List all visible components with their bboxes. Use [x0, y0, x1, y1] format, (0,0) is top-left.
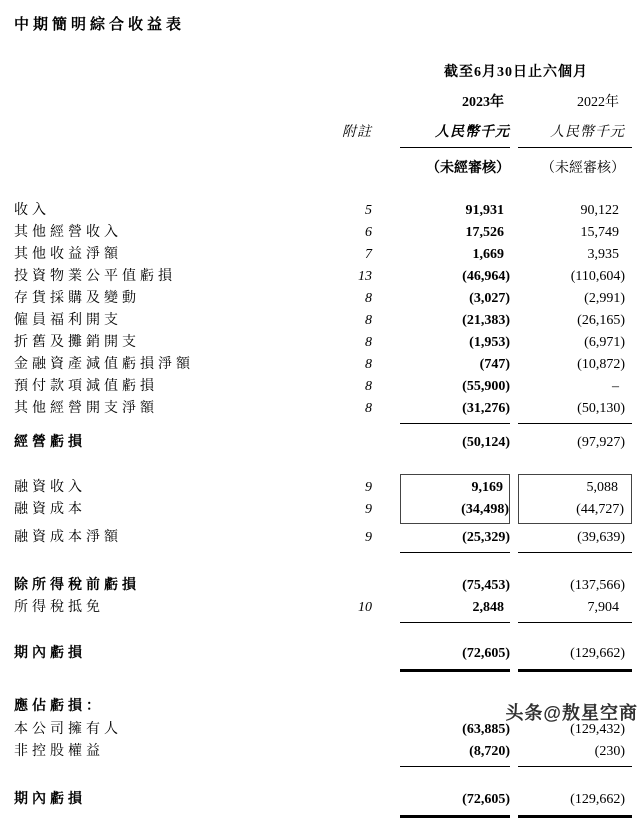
- row-label: 存貨採購及變動: [14, 291, 140, 306]
- row-value-2023: (46,964): [462, 269, 510, 284]
- row-label: 預付款項減值虧損: [14, 379, 158, 394]
- table-row-revenue: [0, 200, 640, 222]
- table-row-finance-income: [0, 474, 640, 499]
- row-label: 收入: [14, 203, 50, 218]
- row-label: 期內虧損: [14, 644, 86, 660]
- header-year-row: [0, 84, 640, 114]
- row-value-2022: (50,130): [518, 398, 632, 424]
- audit-2023-header: （未經審核）: [426, 161, 510, 176]
- row-label: 其他經營收入: [14, 225, 122, 240]
- row-value-2023: 17,526: [465, 225, 504, 240]
- row-label: 其他經營開支淨額: [14, 401, 158, 416]
- header-spacer: [0, 54, 336, 76]
- row-note: 8: [365, 313, 372, 328]
- table-row-other-operating-income: [0, 222, 640, 244]
- row-note: 10: [358, 600, 372, 615]
- table-row-income-tax-credit: [0, 597, 640, 623]
- row-label: 融資成本淨額: [14, 530, 122, 545]
- row-value-2022: (6,971): [584, 335, 625, 350]
- row-value-2023: (72,605): [400, 789, 510, 818]
- row-value-2022: (110,604): [570, 269, 625, 284]
- table-row-loss-for-period: [0, 641, 640, 672]
- row-note: 8: [365, 291, 372, 306]
- currency-2023-header: 人民幣千元: [400, 122, 510, 148]
- row-label: 投資物業公平值虧損: [14, 269, 176, 284]
- row-value-2023: (55,900): [462, 379, 510, 394]
- row-value-2022: 7,904: [518, 597, 632, 623]
- row-value-2023: (747): [479, 357, 510, 372]
- table-row-impairment-prepayments: [0, 376, 640, 398]
- row-value-2022: (26,165): [577, 313, 625, 328]
- row-value-2023: (8,720): [400, 741, 510, 767]
- row-note: 9: [365, 502, 372, 517]
- row-value-2022: (129,662): [518, 789, 632, 818]
- row-value-2022: 15,749: [580, 225, 619, 240]
- table-row-depreciation-amortisation: [0, 332, 640, 354]
- row-value-2023: 2,848: [400, 597, 510, 623]
- row-value-2023: (72,605): [400, 643, 510, 672]
- row-label: 折舊及攤銷開支: [14, 335, 140, 350]
- row-value-2023: 1,669: [472, 247, 504, 262]
- year-2023-header: 2023年: [462, 95, 504, 110]
- note-column-header: 附註: [342, 125, 372, 140]
- row-value-2023: (34,498): [400, 499, 510, 524]
- row-value-2023: (63,885): [462, 722, 510, 737]
- row-value-2023: (3,027): [469, 291, 510, 306]
- table-row-loss-for-period-total: [0, 787, 640, 818]
- row-value-2022: (129,432): [570, 722, 625, 737]
- row-value-2023: (21,383): [462, 313, 510, 328]
- row-label: 本公司擁有人: [14, 722, 122, 737]
- row-label: 除所得稅前虧損: [14, 576, 140, 592]
- row-value-2022: (10,872): [577, 357, 625, 372]
- table-row-non-controlling-interests: [0, 741, 640, 767]
- row-note: 13: [358, 269, 372, 284]
- row-label: 其他收益淨額: [14, 247, 122, 262]
- row-value-2022: (230): [518, 741, 632, 767]
- row-note: 8: [365, 379, 372, 394]
- table-row-impairment-financial-assets: [0, 354, 640, 376]
- year-2022-header: 2022年: [577, 95, 619, 110]
- row-value-2022: (129,662): [518, 643, 632, 672]
- row-value-2023: (1,953): [469, 335, 510, 350]
- row-value-2022: –: [612, 379, 619, 394]
- table-row-fair-value-loss-investment-properties: [0, 266, 640, 288]
- row-value-2022: (44,727): [518, 499, 632, 524]
- row-value-2023: (31,276): [400, 398, 510, 424]
- row-value-2023: 9,169: [400, 474, 510, 499]
- row-label: 非控股權益: [14, 744, 104, 759]
- row-note: 9: [365, 530, 372, 545]
- table-row-finance-costs-net: [0, 527, 640, 553]
- page-title: 中期簡明綜合收益表: [14, 16, 186, 33]
- row-note: 5: [365, 203, 372, 218]
- row-value-2022: (2,991): [584, 291, 625, 306]
- table-row-other-gains-net: [0, 244, 640, 266]
- table-row-other-operating-expenses-net: [0, 398, 640, 424]
- row-label: 應佔虧損：: [14, 697, 104, 713]
- currency-2022-header: 人民幣千元: [518, 122, 632, 148]
- header-currency-row: [0, 114, 640, 148]
- row-label: 經營虧損: [14, 433, 86, 449]
- row-label: 融資收入: [14, 480, 86, 495]
- row-value-2023: 91,931: [465, 203, 504, 218]
- table-row-employee-benefits: [0, 310, 640, 332]
- row-note: 9: [365, 480, 372, 495]
- row-value-2023: (25,329): [400, 527, 510, 553]
- row-value-2022: 90,122: [580, 203, 619, 218]
- table-row-operating-loss: [0, 430, 640, 454]
- row-label: 僱員福利開支: [14, 313, 122, 328]
- row-note: 8: [365, 401, 372, 416]
- row-value-2023: (75,453): [462, 578, 510, 593]
- table-row-finance-costs: [0, 499, 640, 524]
- row-label: 融資成本: [14, 502, 86, 517]
- row-note: 6: [365, 225, 372, 240]
- row-label: 期內虧損: [14, 790, 86, 806]
- toutiao-watermark: 头条@敖星空商: [505, 703, 638, 723]
- row-label: 金融資產減值虧損淨額: [14, 357, 194, 372]
- row-value-2022: (39,639): [518, 527, 632, 553]
- row-value-2022: (97,927): [577, 435, 625, 450]
- row-note: 7: [365, 247, 372, 262]
- audit-2022-header: （未經審核）: [541, 161, 625, 176]
- row-value-2022: (137,566): [570, 578, 625, 593]
- row-label: 所得稅抵免: [14, 600, 104, 615]
- table-row-loss-before-income-tax: [0, 573, 640, 597]
- table-row-inventory-purchases: [0, 288, 640, 310]
- row-value-2022: 3,935: [587, 247, 619, 262]
- row-value-2022: 5,088: [518, 474, 632, 499]
- row-note: 8: [365, 335, 372, 350]
- header-audit-row: [0, 150, 640, 180]
- period-header: 截至6月30日止六個月: [444, 65, 588, 80]
- row-value-2023: (50,124): [462, 435, 510, 450]
- row-note: 8: [365, 357, 372, 372]
- header-period-row: [0, 54, 640, 84]
